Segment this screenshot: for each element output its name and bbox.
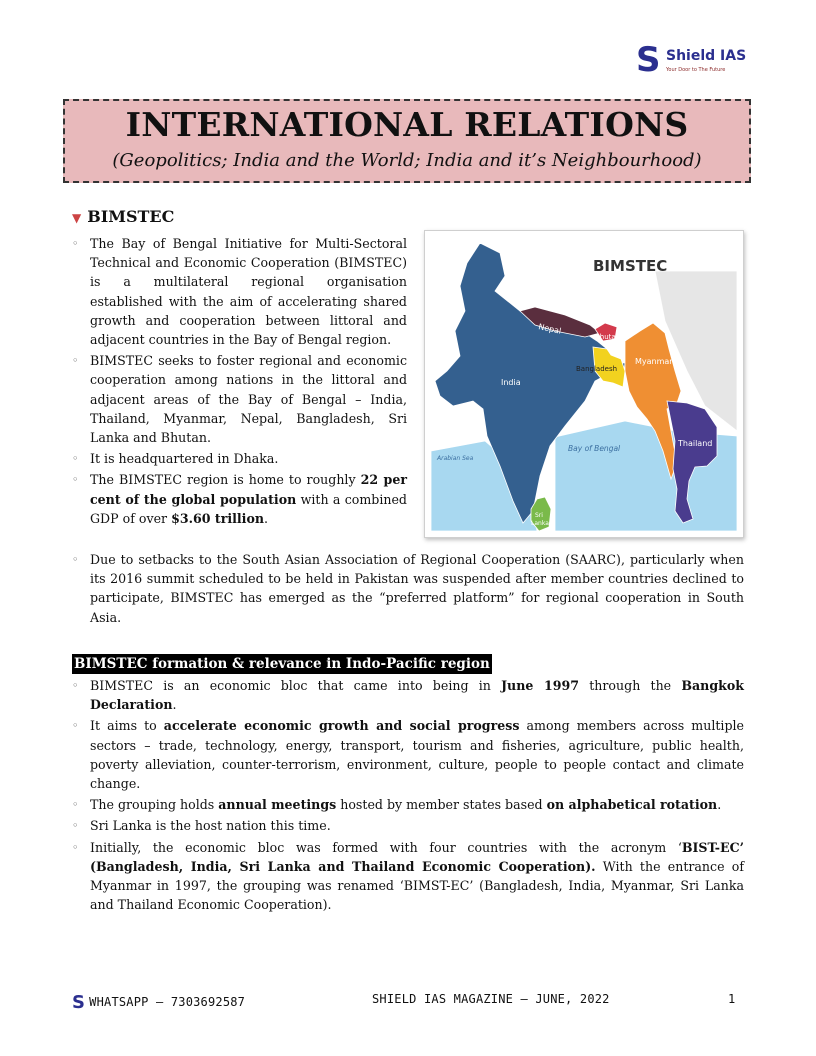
footer-whatsapp-text: WHATSAPP – 7303692587 bbox=[89, 995, 246, 1009]
saarc-bullet-block bbox=[72, 550, 744, 629]
text: . bbox=[172, 697, 177, 713]
map-label-bangladesh: Bangladesh bbox=[576, 365, 618, 373]
footer-magazine: SHIELD IAS MAGAZINE – JUNE, 2022 bbox=[372, 992, 610, 1006]
list-item bbox=[72, 795, 744, 814]
intro-bullet-list bbox=[72, 234, 407, 528]
bold-text: Bangkok Declaration bbox=[90, 678, 744, 713]
bold-text: $3.60 trillion bbox=[171, 510, 265, 526]
map-label-nepal: Nepal bbox=[537, 322, 563, 336]
footer-whatsapp bbox=[72, 992, 245, 1013]
section-heading-text: BIMSTEC bbox=[87, 207, 175, 226]
logo-tagline: Your Door to The Future bbox=[666, 67, 726, 73]
text: among members across multiple sectors – trade, technology, energy, transport, tourism and fisheries, agriculture, public health, poverty alleviation, counter-terrorism, environment, culture, people to people contact and climate change. bbox=[90, 718, 744, 792]
text: Sri Lanka is the host nation this time. bbox=[90, 818, 331, 834]
bold-text: annual meetings bbox=[218, 797, 337, 813]
list-item bbox=[72, 676, 744, 714]
map-label-india: India bbox=[501, 378, 521, 387]
bold-text: BIST-EC’ (Bangladesh, India, Sri Lanka and Thailand Economic Cooperation). bbox=[90, 839, 744, 874]
brand-logo bbox=[636, 42, 756, 82]
list-item bbox=[72, 470, 407, 528]
map-label-bhutan: Bhutan bbox=[595, 333, 621, 341]
formation-bullet-list bbox=[72, 676, 744, 914]
map-title: BIMSTEC bbox=[593, 257, 668, 275]
text: . bbox=[264, 510, 269, 526]
section-heading-formation: BIMSTEC formation & relevance in Indo-Pacific region bbox=[74, 656, 490, 672]
bold-text: 22 per cent of the global population bbox=[90, 472, 407, 507]
logo-name: Shield IAS bbox=[666, 48, 747, 64]
title-banner bbox=[63, 99, 751, 183]
text: through the bbox=[579, 678, 682, 693]
text: BIMSTEC is an economic bloc that came into being in bbox=[90, 678, 502, 693]
bold-text: accelerate economic growth and social progress bbox=[163, 718, 520, 734]
text: BIMSTEC seeks to foster regional and economic cooperation among nations in the littoral and adjacent areas of the Bay of Bengal – India, Thailand, Myanmar, Nepal, Bangladesh, Sri Lanka and Bhutan. bbox=[90, 353, 407, 446]
map-label-srilanka-line2: Lanka bbox=[531, 520, 549, 527]
map-label-thailand: Thailand bbox=[678, 439, 713, 448]
logo-mark: S bbox=[636, 40, 661, 80]
bold-text: June 1997 bbox=[501, 678, 580, 693]
text: With the entrance of Myanmar in 1997, the grouping was renamed ‘BIMST-EC’ (Bangladesh, India, Myanmar, Sri Lanka and Thailand Economic Cooperation). bbox=[90, 858, 744, 913]
intro-bullets bbox=[72, 234, 407, 530]
text: It aims to bbox=[90, 718, 164, 734]
list-item bbox=[72, 550, 744, 627]
list-item bbox=[72, 816, 744, 835]
section-heading-bimstec bbox=[72, 207, 174, 226]
text: The BIMSTEC region is home to roughly bbox=[90, 472, 361, 488]
list-item bbox=[72, 351, 407, 447]
text: . bbox=[717, 797, 722, 813]
map-label-myanmar: Myanmar bbox=[635, 357, 673, 366]
page-subtitle: (Geopolitics; India and the World; India and it’s Neighbourhood) bbox=[112, 150, 702, 171]
map-label-arabian-sea: Arabian Sea bbox=[437, 455, 474, 462]
list-item bbox=[72, 234, 407, 349]
footer-logo-mark: S bbox=[72, 992, 86, 1013]
text: The grouping holds bbox=[90, 797, 219, 813]
map-label-srilanka-line1: Sri bbox=[535, 512, 543, 519]
text: with a combined GDP of over bbox=[90, 491, 407, 526]
page-number: 1 bbox=[728, 992, 736, 1006]
page-title: INTERNATIONAL RELATIONS bbox=[125, 105, 689, 144]
text: Due to setbacks to the South Asian Association of Regional Cooperation (SAARC), particularly when its 2016 summit scheduled to be held in Pakistan was suspended after member countries declined to participate, BIMSTEC has emerged as the “preferred platform” for regional cooperation in South Asia. bbox=[90, 552, 744, 625]
formation-bullets bbox=[72, 676, 744, 916]
list-item bbox=[72, 449, 407, 468]
list-item bbox=[72, 838, 744, 915]
list-item bbox=[72, 716, 744, 793]
saarc-bullet-list bbox=[72, 550, 744, 627]
map-label-bay-of-bengal: Bay of Bengal bbox=[568, 444, 621, 453]
text: It is headquartered in Dhaka. bbox=[90, 451, 279, 467]
text: Initially, the economic bloc was formed with four countries with the acronym ‘ bbox=[90, 839, 682, 855]
text: hosted by member states based bbox=[336, 797, 547, 813]
bimstec-map bbox=[424, 230, 744, 538]
text: The Bay of Bengal Initiative for Multi-Sectoral Technical and Economic Cooperation (BIMSTEC) is a multilateral regional organisation established with the aim of accelerating shared growth and cooperation between littoral and adjacent countries in the Bay of Bengal region. bbox=[90, 236, 407, 348]
arrow-down-bullet-icon: ▼ bbox=[72, 211, 82, 225]
bold-text: on alphabetical rotation bbox=[546, 797, 718, 813]
bimstec-map-svg bbox=[425, 231, 743, 537]
